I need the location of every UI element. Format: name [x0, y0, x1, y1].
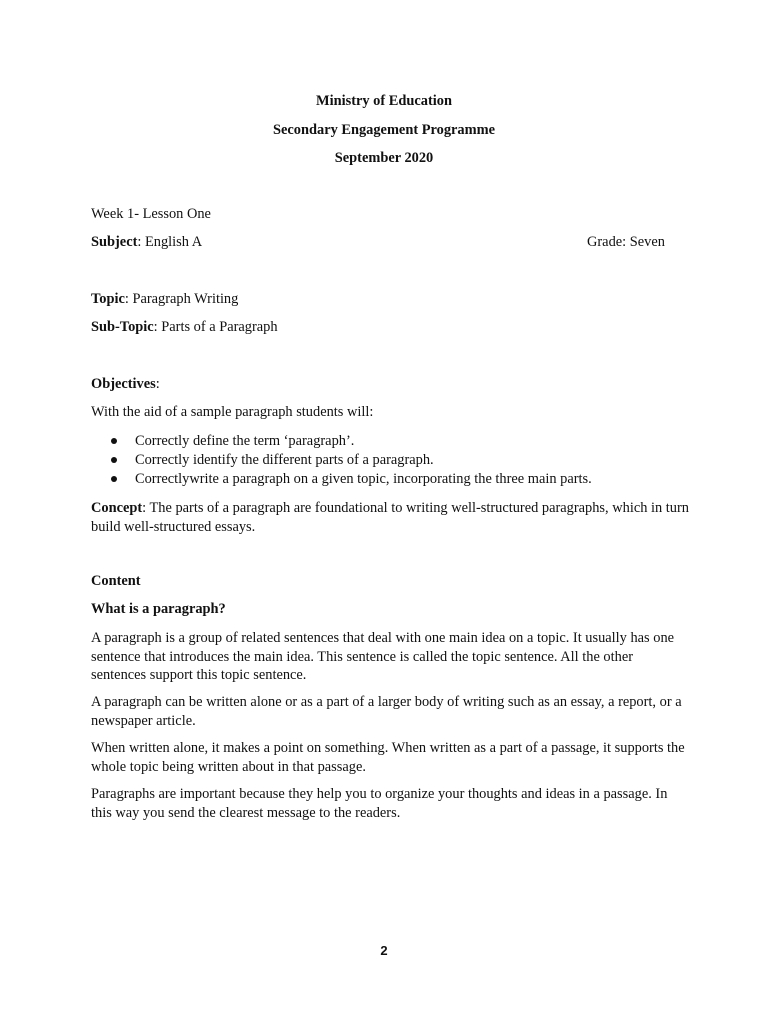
body-paragraph: A paragraph is a group of related sentences that deal with one main idea on a topic. It usually has one sentence that introduces the main idea. This sentence is called the topic sentence. All the other sentences support this topic sentence.	[91, 630, 675, 684]
list-item	[91, 451, 592, 470]
list-item	[91, 432, 592, 451]
date-title: September 2020	[334, 150, 434, 166]
objectives-intro: With the aid of a sample paragraph students will:	[91, 404, 374, 420]
subject-label: Subject	[91, 234, 138, 250]
list-item	[91, 470, 592, 489]
topic-line	[91, 291, 238, 308]
question-heading: What is a paragraph?	[91, 601, 226, 617]
subtopic-line	[91, 319, 278, 336]
concept-text: : The parts of a paragraph are foundational to writing well-structured paragraphs, which in turn build well-structured essays.	[91, 500, 689, 535]
bullet-icon	[111, 476, 117, 482]
grade-line: Grade: Seven	[587, 234, 665, 250]
subtopic-label: Sub-Topic	[91, 319, 154, 335]
week-lesson: Week 1- Lesson One	[91, 206, 211, 222]
objective-text: Correctly define the term ‘paragraph’.	[135, 433, 355, 449]
body-paragraph: When written alone, it makes a point on something. When written as a part of a passage, it supports the whole topic being written about in that passage.	[91, 740, 685, 775]
bullet-icon	[111, 457, 117, 463]
subject-line	[91, 234, 202, 251]
objectives-list	[91, 432, 592, 489]
bullet-icon	[111, 438, 117, 444]
body-paragraph: A paragraph can be written alone or as a part of a larger body of writing such as an essay, a report, or a newspaper article.	[91, 694, 682, 729]
body-paragraph: Paragraphs are important because they help you to organize your thoughts and ideas in a passage. In this way you send the clearest message to the readers.	[91, 786, 668, 821]
objectives-heading	[91, 376, 160, 393]
page-number: 2	[380, 943, 388, 958]
ministry-title: Ministry of Education	[316, 93, 452, 109]
objectives-label: Objectives	[91, 376, 156, 392]
topic-label: Topic	[91, 291, 125, 307]
content-heading: Content	[91, 573, 141, 589]
programme-title: Secondary Engagement Programme	[273, 122, 495, 138]
subtopic-value: : Parts of a Paragraph	[153, 319, 278, 335]
topic-value: : Paragraph Writing	[124, 291, 239, 307]
subject-value: : English A	[137, 234, 203, 250]
concept-paragraph	[91, 499, 691, 536]
objective-text: Correctly identify the different parts of a paragraph.	[135, 452, 434, 468]
objectives-colon: :	[155, 376, 160, 392]
concept-label: Concept	[91, 500, 143, 516]
objective-text: Correctlywrite a paragraph on a given topic, incorporating the three main parts.	[135, 471, 592, 487]
